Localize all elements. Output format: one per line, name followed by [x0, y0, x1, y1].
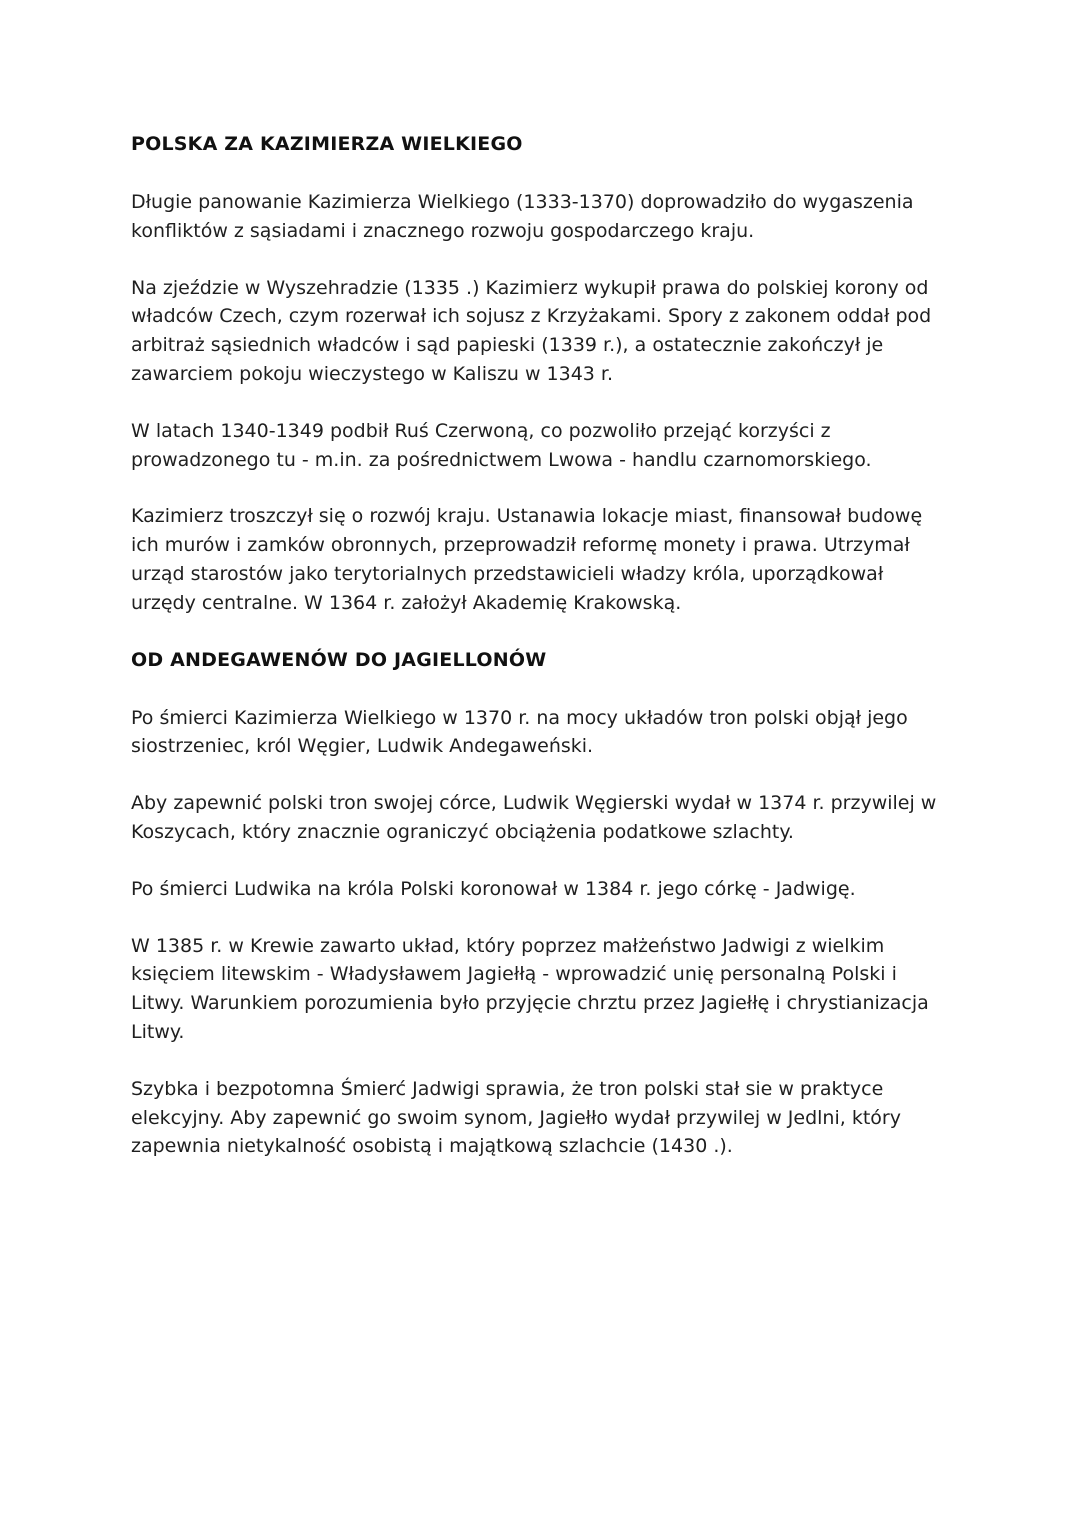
paragraph: W latach 1340-1349 podbił Ruś Czerwoną, co pozwoliło przejąć korzyści z prowadzonego tu - m.in. za pośrednictwem Lwowa - handlu czarnomorskiego.	[131, 419, 872, 471]
paragraph: Po śmierci Ludwika na króla Polski koronował w 1384 r. jego córkę - Jadwigę.	[131, 877, 856, 900]
paragraph: Aby zapewnić polski tron swojej córce, Ludwik Węgierski wydał w 1374 r. przywilej w Koszycach, który znacznie ograniczyć obciążenia podatkowe szlachty.	[131, 792, 937, 843]
document-page	[131, 130, 951, 1161]
paragraph: Kazimierz troszczył się o rozwój kraju. Ustanawia lokacje miast, finansował budowę ich murów i zamków obronnych, przeprowadził reformę monety i prawa. Utrzymał urząd starostów jako terytorialnych przedstawicieli władzy króla, uporządkował urzędy centralne. W 1364 r. założył Akademię Krakowską.	[131, 505, 923, 614]
section-heading-kazimierz: POLSKA ZA KAZIMIERZA WIELKIEGO	[131, 133, 523, 155]
section-heading-andegawenow: OD ANDEGAWENÓW DO JAGIELLONÓW	[131, 648, 547, 671]
paragraph: W 1385 r. w Krewie zawarto układ, który poprzez małżeństwo Jadwigi z wielkim księciem litewskim - Władysławem Jagiełłą - wprowadzić unię personalną Polski i Litwy. Warunkiem porozumienia było przyjęcie chrztu przez Jagiełłę i chrystianizacja Litwy.	[131, 934, 929, 1043]
paragraph: Na zjeździe w Wyszehradzie (1335 .) Kazimierz wykupił prawa do polskiej korony od władców Czech, czym rozerwał ich sojusz z Krzyżakami. Spory z zakonem oddał pod arbitraż sąsiednich władców i sąd papieski (1339 r.), a ostatecznie zakończył je zawarciem pokoju wieczystego w Kaliszu w 1343 r.	[131, 276, 932, 385]
paragraph: Długie panowanie Kazimierza Wielkiego (1333-1370) doprowadziło do wygaszenia konfliktów z sąsiadami i znacznego rozwoju gospodarczego kraju.	[131, 191, 914, 242]
paragraph: Po śmierci Kazimierza Wielkiego w 1370 r. na mocy układów tron polski objął jego siostrzeniec, król Węgier, Ludwik Andegaweński.	[131, 706, 908, 758]
paragraph: Szybka i bezpotomna Śmierć Jadwigi sprawia, że tron polski stał sie w praktyce elekcyjny. Aby zapewnić go swoim synom, Jagiełło wydał przywilej w Jedlni, który zapewnia nietykalność osobistą i majątkową szlachcie (1430 .).	[131, 1077, 901, 1158]
